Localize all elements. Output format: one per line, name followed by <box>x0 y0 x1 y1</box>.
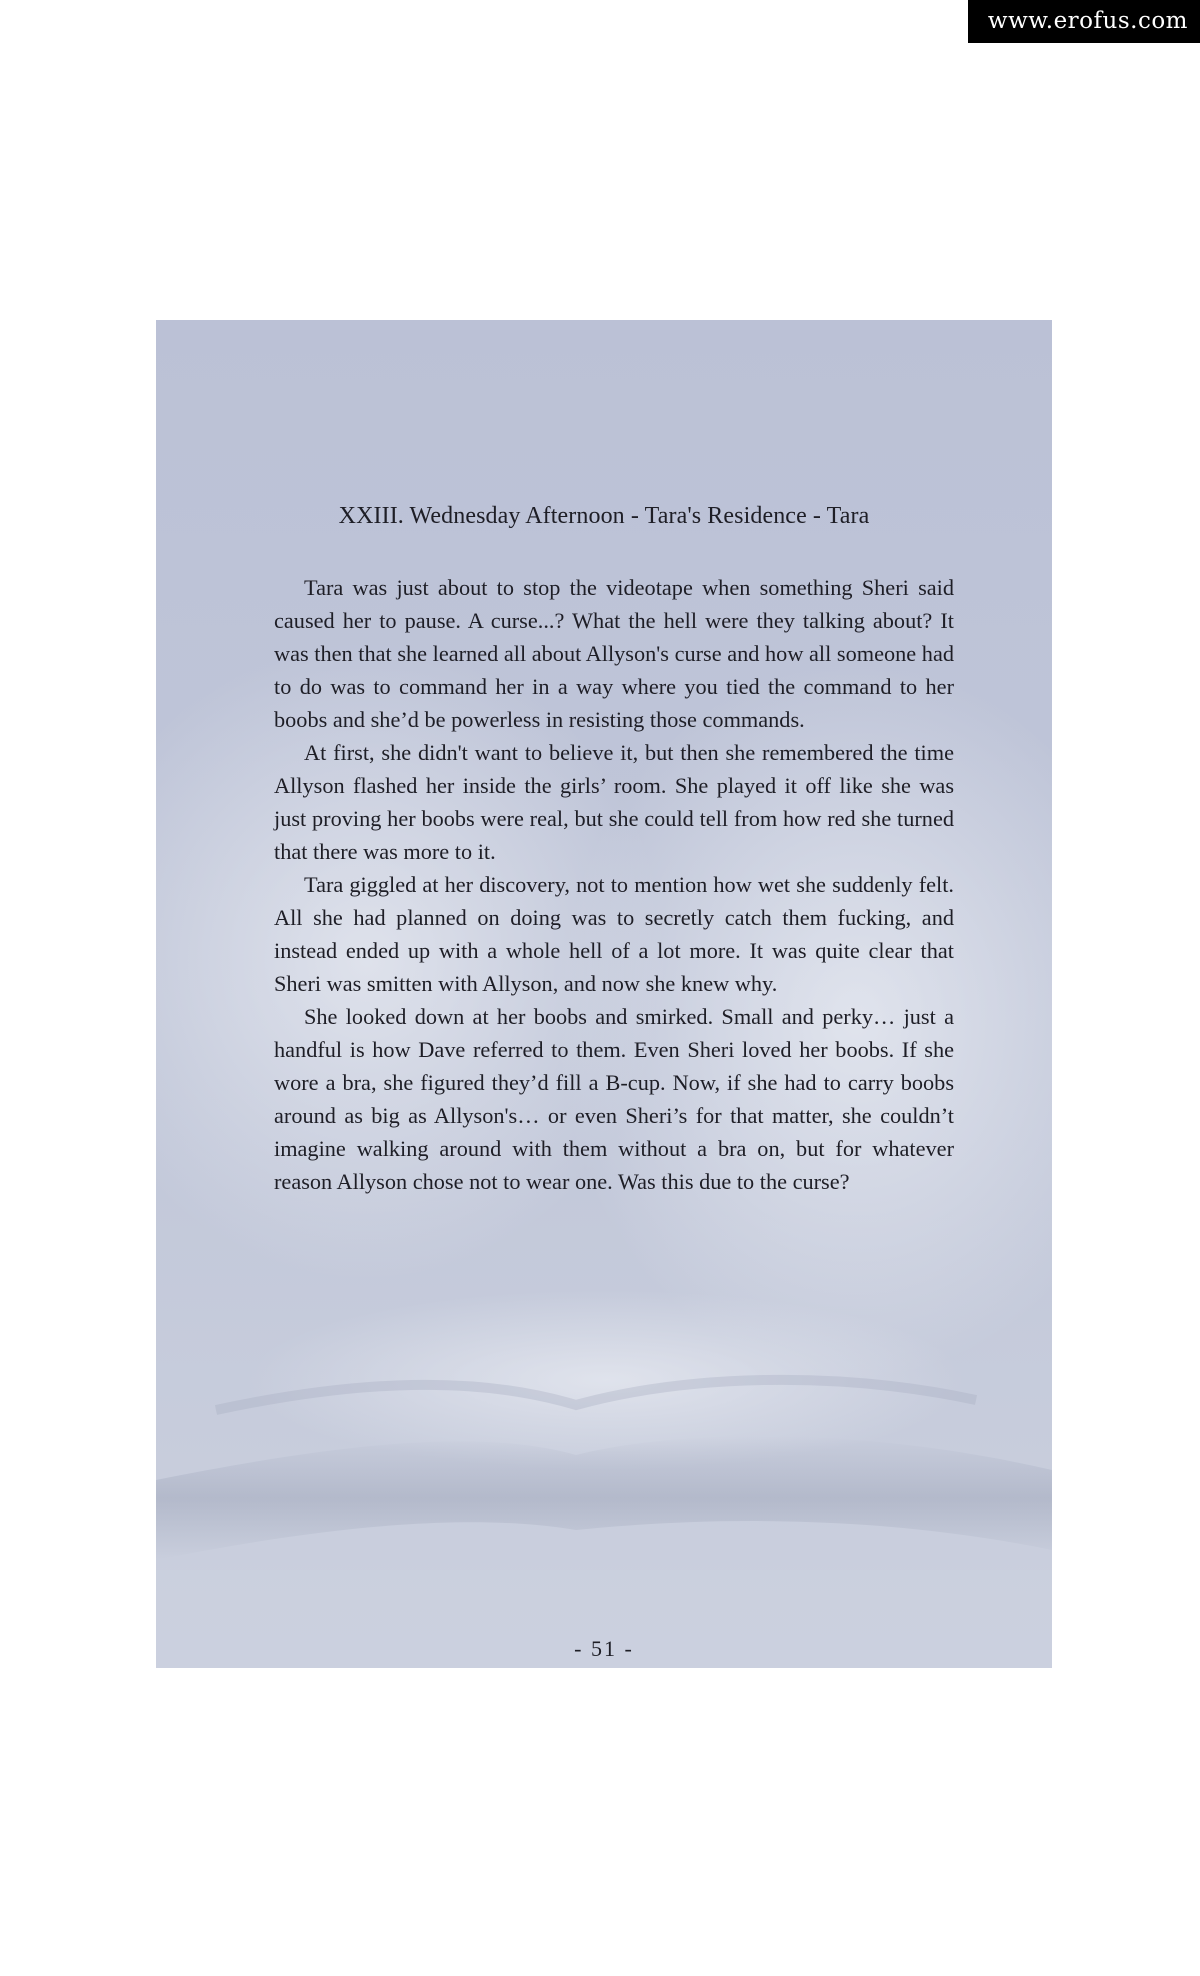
chapter-body <box>274 571 954 1198</box>
page-number: - 51 - <box>574 1636 634 1661</box>
paragraph: Tara was just about to stop the videotape when something Sheri said caused her to pause. A curse...? What the hell were they talking about? It was then that she learned all about Allyson's curse and how all someone had to do was to command her in a way where you tied the command to her boobs and she’d be powerless in resisting those commands. <box>274 575 954 732</box>
chapter-title: XXIII. Wednesday Afternoon - Tara's Residence - Tara <box>338 503 870 529</box>
paragraph: She looked down at her boobs and smirked. Small and perky… just a handful is how Dave referred to them. Even Sheri loved her boobs. If she wore a bra, she figured they’d fill a B-cup. Now, if she had to carry boobs around as big as Allyson's… or even Sheri’s for that matter, she couldn’t imagine walking around with them without a bra on, but for whatever reason Allyson chose not to wear one. Was this due to the curse? <box>274 1004 954 1194</box>
watermark: www.erofus.com <box>968 0 1200 43</box>
paragraph: Tara giggled at her discovery, not to mention how wet she suddenly felt. All she had planned on doing was to secretly catch them fucking, and instead ended up with a whole hell of a lot more. It was quite clear that Sheri was smitten with Allyson, and now she knew why. <box>274 872 954 996</box>
book-page <box>156 320 1052 1668</box>
paragraph: At first, she didn't want to believe it, but then she remembered the time Allyson flashed her inside the girls’ room. She played it off like she was just proving her boobs were real, but she could tell from how red she turned that there was more to it. <box>274 740 954 864</box>
